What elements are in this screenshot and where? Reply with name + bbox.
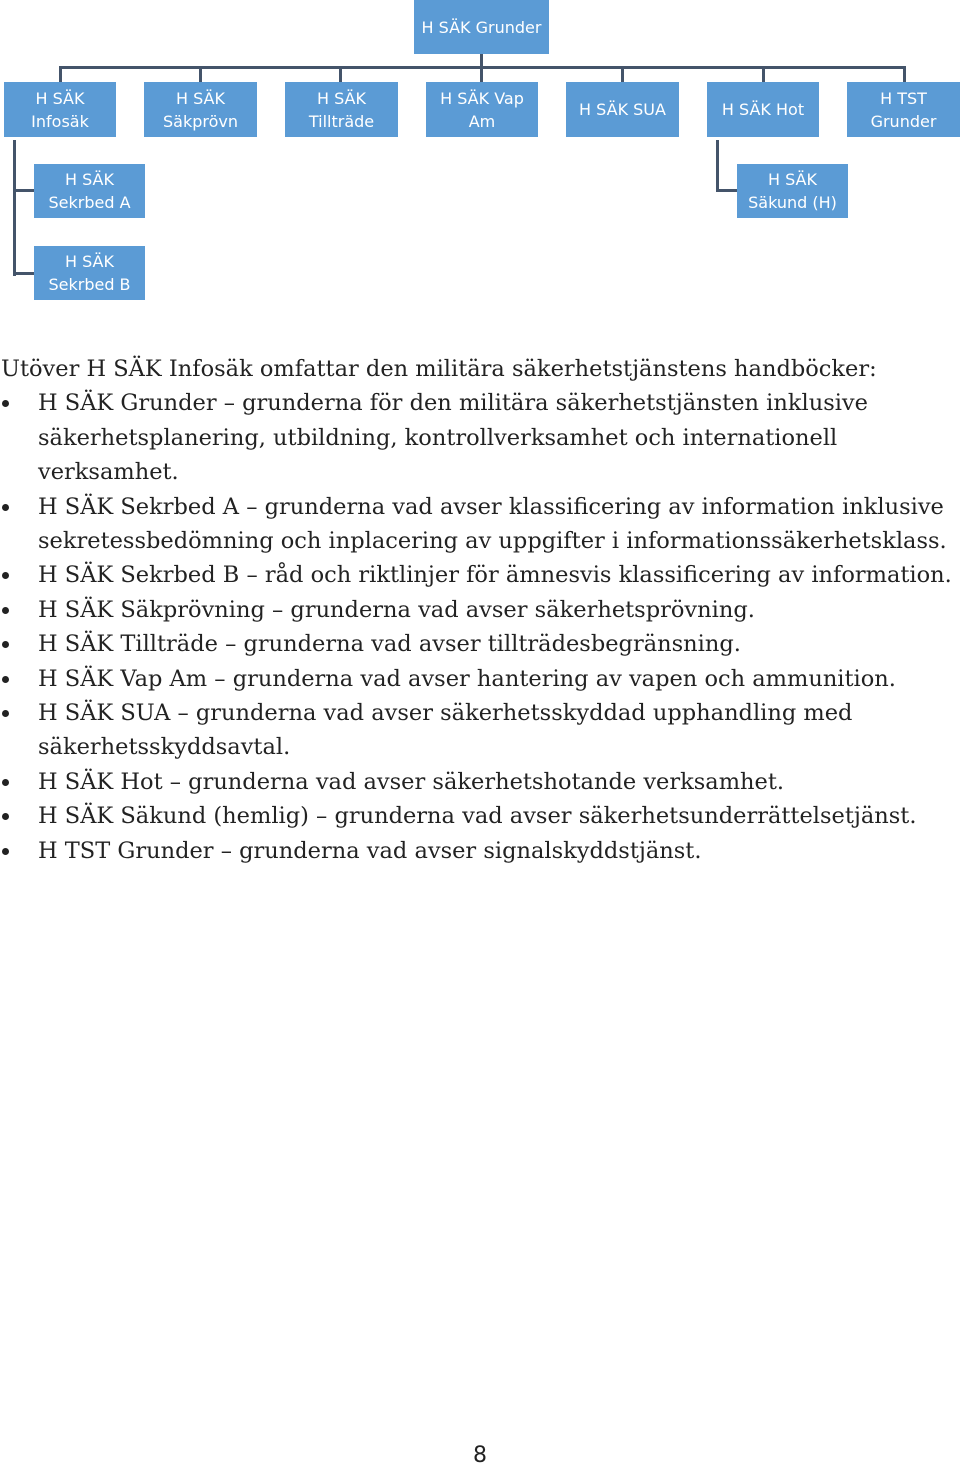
handbook-list — [0, 386, 960, 868]
bullet-icon — [2, 641, 9, 648]
infosak-spine — [13, 140, 16, 276]
bullet-icon — [2, 848, 9, 855]
body-text — [0, 352, 960, 868]
list-item — [0, 627, 953, 661]
org-chart — [0, 0, 960, 310]
node-sakund: H SÄK Säkund (H) — [737, 164, 848, 218]
drop-sua — [621, 66, 624, 82]
list-item-text: H SÄK Tillträde – grunderna vad avser tillträdesbegränsning. — [38, 631, 741, 658]
node-vapam: H SÄK Vap Am — [426, 82, 538, 137]
list-item — [0, 386, 953, 489]
list-item — [0, 593, 953, 627]
node-sekrbed-a: H SÄK Sekrbed A — [34, 164, 145, 218]
node-sekrbed-b: H SÄK Sekrbed B — [34, 246, 145, 300]
node-tilltrade: H SÄK Tillträde — [285, 82, 398, 137]
bullet-icon — [2, 676, 9, 683]
list-item-text: H TST Grunder – grunderna vad avser signalskyddstjänst. — [38, 837, 702, 864]
bullet-icon — [2, 504, 9, 511]
list-item-text: H SÄK SUA – grunderna vad avser säkerhetsskyddad upphandling med säkerhetsskyddsavtal. — [38, 700, 853, 761]
intro-paragraph: Utöver H SÄK Infosäk omfattar den militära säkerhetstjänstens handböcker: — [1, 356, 877, 382]
list-item — [0, 490, 953, 559]
list-item-text: H SÄK Sekrbed A – grunderna vad avser klassificering av information inklusive sekretessbedömning och inplacering av uppgifter i informationssäkerhetsklass. — [38, 493, 947, 555]
infosak-branch-a — [13, 189, 35, 192]
hot-spine — [716, 140, 719, 192]
drop-tst — [903, 66, 906, 82]
list-item — [0, 558, 953, 592]
list-item — [0, 662, 953, 696]
list-item — [0, 696, 953, 765]
drop-hot — [762, 66, 765, 82]
drop-sakprovn — [199, 66, 202, 82]
list-item-text: H SÄK Hot – grunderna vad avser säkerhetshotande verksamhet. — [38, 768, 785, 795]
node-sakprovn: H SÄK Säkprövn — [144, 82, 257, 137]
infosak-branch-b — [13, 272, 35, 275]
bullet-icon — [2, 710, 9, 717]
page-number: 8 — [473, 1443, 487, 1468]
list-item-text: H SÄK Vap Am – grunderna vad avser hantering av vapen och ammunition. — [38, 665, 896, 692]
list-item — [0, 765, 953, 799]
drop-infosak — [59, 66, 62, 82]
bullet-icon — [2, 400, 9, 407]
node-tst: H TST Grunder — [847, 82, 960, 137]
bullet-icon — [2, 607, 9, 614]
node-hot: H SÄK Hot — [707, 82, 819, 137]
list-item-text: H SÄK Grunder – grunderna för den militära säkerhetstjänsten inklusive säkerhetsplanering, utbildning, kontrollverksamhet och internationell verksamhet. — [38, 390, 868, 486]
drop-vapam — [480, 66, 483, 82]
bullet-icon — [2, 779, 9, 786]
drop-tilltrade — [339, 66, 342, 82]
list-item — [0, 834, 953, 868]
list-item — [0, 799, 953, 833]
list-item-text: H SÄK Sekrbed B – råd och riktlinjer för ämnesvis klassificering av information. — [38, 562, 952, 589]
node-infosak: H SÄK Infosäk — [4, 82, 116, 137]
hot-branch — [716, 189, 738, 192]
node-sua: H SÄK SUA — [566, 82, 679, 137]
list-item-text: H SÄK Säkund (hemlig) – grunderna vad avser säkerhetsunderrättelsetjänst. — [38, 803, 917, 830]
node-root: H SÄK Grunder — [414, 0, 549, 54]
bullet-icon — [2, 813, 9, 820]
list-item-text: H SÄK Säkprövning – grunderna vad avser säkerhetsprövning. — [38, 596, 755, 623]
bullet-icon — [2, 572, 9, 579]
